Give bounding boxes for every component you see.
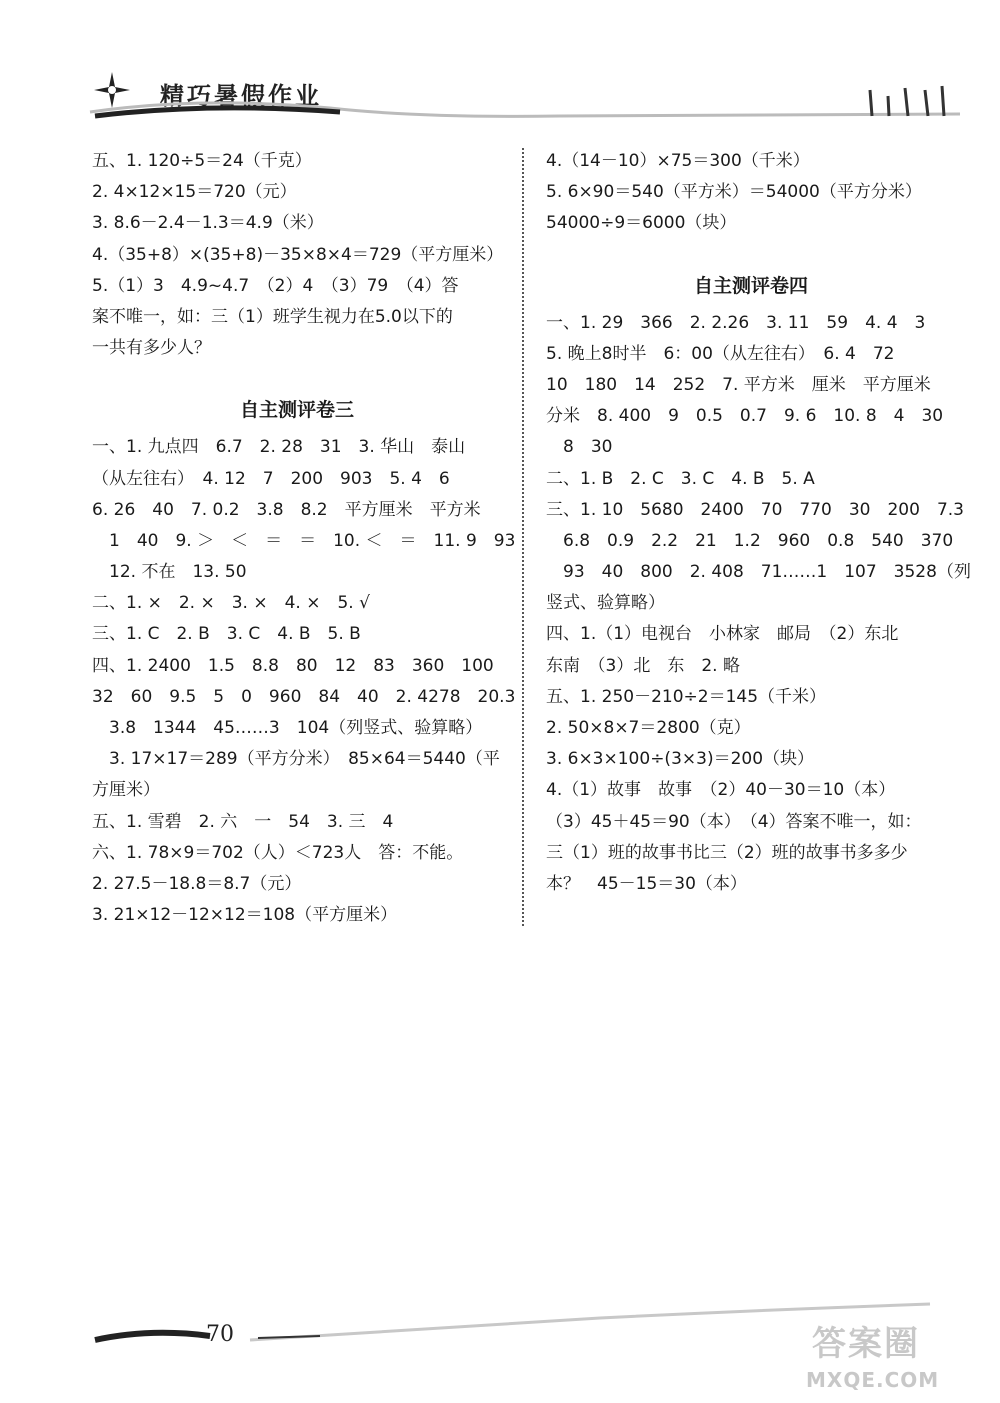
answer-line: 案不唯一，如：三（1）班学生视力在5.0以下的 (92, 306, 453, 327)
answer-line: 2. 4×12×15＝720（元） (92, 182, 297, 203)
answer-line: 6.8 0.9 2.2 21 1.2 960 0.8 540 370 (546, 530, 954, 551)
answer-line: 一、1. 九点四 6.7 2. 28 31 3. 华山 泰山 (92, 437, 466, 458)
answer-line: 5. 晚上8时半 6：00（从左往右） 6. 4 72 (546, 343, 895, 364)
answer-line: 3. 21×12－12×12＝108（平方厘米） (92, 905, 398, 926)
answer-line: 32 60 9.5 5 0 960 84 40 2. 4278 20.3 (92, 686, 516, 707)
answer-line: 12. 不在 13. 50 (92, 562, 247, 583)
answer-line: 3. 6×3×100÷(3×3)＝200（块） (546, 749, 815, 770)
answer-line: 2. 50×8×7＝2800（克） (546, 718, 751, 738)
section-title-test-3: 自主测评卷三 (239, 399, 354, 422)
answer-line: 3.8 1344 45……3 104（列竖式、验算略） (92, 718, 483, 738)
answer-line: 东南 （3）北 东 2. 略 (546, 655, 740, 676)
header-swoosh-decoration (0, 0, 1000, 140)
answer-line: 二、1. × 2. × 3. × 4. × 5. √ (92, 593, 370, 614)
header-title: 精巧暑假作业 (160, 82, 322, 110)
answer-line: 三、1. C 2. B 3. C 4. B 5. B (92, 624, 361, 645)
answer-line: 三、1. 10 5680 2400 70 770 30 200 7.3 (546, 499, 964, 520)
answer-line: 54000÷9＝6000（块） (546, 213, 737, 234)
answer-line: 1 40 9. ＞ ＜ ＝ ＝ 10. ＜ ＝ 11. 9 93 (92, 530, 516, 551)
answer-line: 6. 26 40 7. 0.2 3.8 8.2 平方厘米 平方米 (92, 499, 481, 520)
page-number: 70 (206, 1322, 234, 1347)
answer-line: 一、1. 29 366 2. 2.26 3. 11 59 4. 4 3 (546, 312, 926, 333)
answer-line: 五、1. 120÷5＝24（千克） (92, 151, 312, 171)
answer-line: 93 40 800 2. 408 71……1 107 3528（列 (546, 562, 971, 583)
answer-line: 四、1. 2400 1.5 8.8 80 12 83 360 100 (92, 655, 494, 676)
answer-line: 二、1. B 2. C 3. C 4. B 5. A (546, 468, 815, 489)
answer-line: 五、1. 250－210÷2＝145（千米） (546, 686, 827, 707)
answer-line: 四、1.（1）电视台 小林家 邮局 （2）东北 (546, 624, 899, 645)
answer-line: 4.（35+8）×(35+8)－35×8×4＝729（平方厘米） (92, 244, 504, 265)
answer-line: 5. 6×90＝540（平方米）＝54000（平方分米） (546, 182, 922, 203)
answer-line: 六、1. 78×9＝702（人）＜723人 答：不能。 (92, 842, 464, 863)
page-header (0, 0, 1000, 140)
answer-line: 本？ 45－15＝30（本） (546, 873, 747, 894)
answer-line: 3. 8.6－2.4－1.3＝4.9（米） (92, 213, 324, 234)
answer-line: 2. 27.5－18.8＝8.7（元） (92, 873, 302, 894)
answer-line: 10 180 14 252 7. 平方米 厘米 平方厘米 (546, 374, 931, 395)
answer-line: 3. 17×17＝289（平方分米） 85×64＝5440（平 (92, 749, 500, 770)
answer-line: 三（1）班的故事书比三（2）班的故事书多多少 (546, 842, 908, 863)
section-title-test-4: 自主测评卷四 (693, 274, 808, 297)
answer-line: （3）45＋45＝90（本） （4）答案不唯一，如： (546, 811, 922, 832)
answer-line: 4.（14－10）×75＝300（千米） (546, 151, 810, 171)
answer-line: （从左往右） 4. 12 7 200 903 5. 4 6 (92, 468, 450, 489)
column-divider (522, 148, 524, 926)
answer-line: 五、1. 雪碧 2. 六 一 54 3. 三 4 (92, 811, 394, 832)
right-column (546, 146, 971, 900)
answer-line: 4.（1）故事 故事 （2）40－30＝10（本） (546, 780, 896, 801)
answer-line: 分米 8. 400 9 0.5 0.7 9. 6 10. 8 4 30 (546, 406, 944, 427)
answer-line: 8 30 (546, 437, 613, 458)
watermark-text: 答案圈 (812, 1324, 920, 1364)
answer-line: 一共有多少人？ (92, 338, 211, 359)
answer-line: 方厘米） (92, 780, 160, 801)
answer-line: 竖式、验算略） (546, 593, 665, 614)
left-column (92, 146, 516, 931)
answer-line: 5.（1）3 4.9~4.7 （2）4 （3）79 （4）答 (92, 275, 459, 296)
watermark-url: MXQE.COM (806, 1368, 940, 1392)
